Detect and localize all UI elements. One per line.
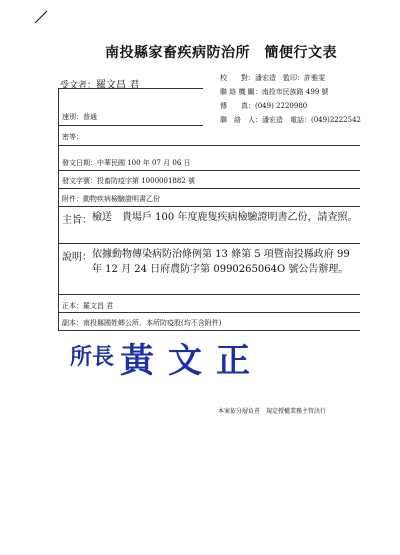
secrecy-label: 密等： (62, 133, 83, 141)
proofread-value: 潘宏造 監印：許雅雯 (255, 74, 325, 82)
address-label: 聯 絡 機 關： (220, 88, 262, 96)
divider (58, 312, 360, 313)
divider (58, 170, 360, 171)
date-row (62, 158, 191, 168)
divider (58, 243, 360, 244)
copy-value: 南投縣國姓鄉公所、本所防疫股(均不含附件) (83, 319, 222, 327)
left-border (58, 88, 59, 330)
secrecy-row (62, 132, 83, 142)
fax-row (220, 101, 307, 111)
signature-name: 黃文正 (120, 341, 264, 381)
document-title: 南投縣家畜疾病防治所 簡便行文表 (105, 45, 337, 61)
date-value: 中華民國 100 年 07 月 06 日 (97, 159, 191, 167)
copy-row (62, 318, 221, 328)
recipient (60, 73, 139, 92)
footer-note: 本案依分層負責 規定授權業務主管決行 (218, 408, 327, 415)
explanation-text: 依據動物傳染病防治條例第 13 條第 5 項暨南投縣政府 99 年 12 月 24 日府農防字第 0990265064O 號公告辦理。 (92, 249, 350, 275)
number-value: 投畜防疫字第 1000001882 號 (97, 177, 195, 185)
attachment-value: 動物疾病檢驗證明書乙份 (83, 195, 160, 203)
divider (58, 125, 203, 126)
original-value: 羅文昌 君 (83, 302, 114, 310)
recipient-label: 受文者： (60, 81, 97, 91)
original-row (62, 301, 113, 311)
proofread-label: 校 對： (220, 74, 255, 82)
copy-label: 副本： (62, 319, 83, 327)
divider (58, 145, 360, 146)
speed-label: 速別： (62, 113, 83, 121)
attachment-label: 附件： (62, 195, 83, 203)
recipient-name: 羅文昌 君 (96, 80, 140, 91)
date-label: 發文日期： (62, 159, 97, 167)
number-row (62, 176, 195, 186)
subject-text: 檢送 貴場戶 100 年度鹿隻疾病檢驗證明書乙份，請查照。 (92, 212, 358, 223)
contact-value: 潘宏造 電話：(049)2222542 (262, 116, 361, 124)
divider (58, 206, 360, 207)
divider (58, 294, 360, 295)
divider (58, 330, 360, 331)
speed-value: 普通 (83, 113, 97, 121)
contact-label: 聯 絡 人： (220, 116, 262, 124)
original-label: 正本： (62, 302, 83, 310)
divider (58, 188, 360, 189)
fax-label: 傳 真： (220, 102, 255, 110)
proofread-row (220, 73, 325, 83)
address-value: 南投市民族路 499 號 (261, 88, 329, 96)
subject-label: 主旨： (62, 215, 92, 226)
attachment-row (62, 194, 160, 204)
corner-check-mark (34, 10, 48, 24)
number-label: 發文字號： (62, 177, 97, 185)
contact-row (220, 115, 361, 125)
fax-value: (049) 2220980 (255, 102, 308, 110)
speed-row (62, 112, 97, 122)
signature-title: 所長 (70, 344, 115, 370)
divider (58, 88, 203, 89)
explanation-label: 說明： (62, 252, 92, 263)
address-row (220, 87, 329, 97)
